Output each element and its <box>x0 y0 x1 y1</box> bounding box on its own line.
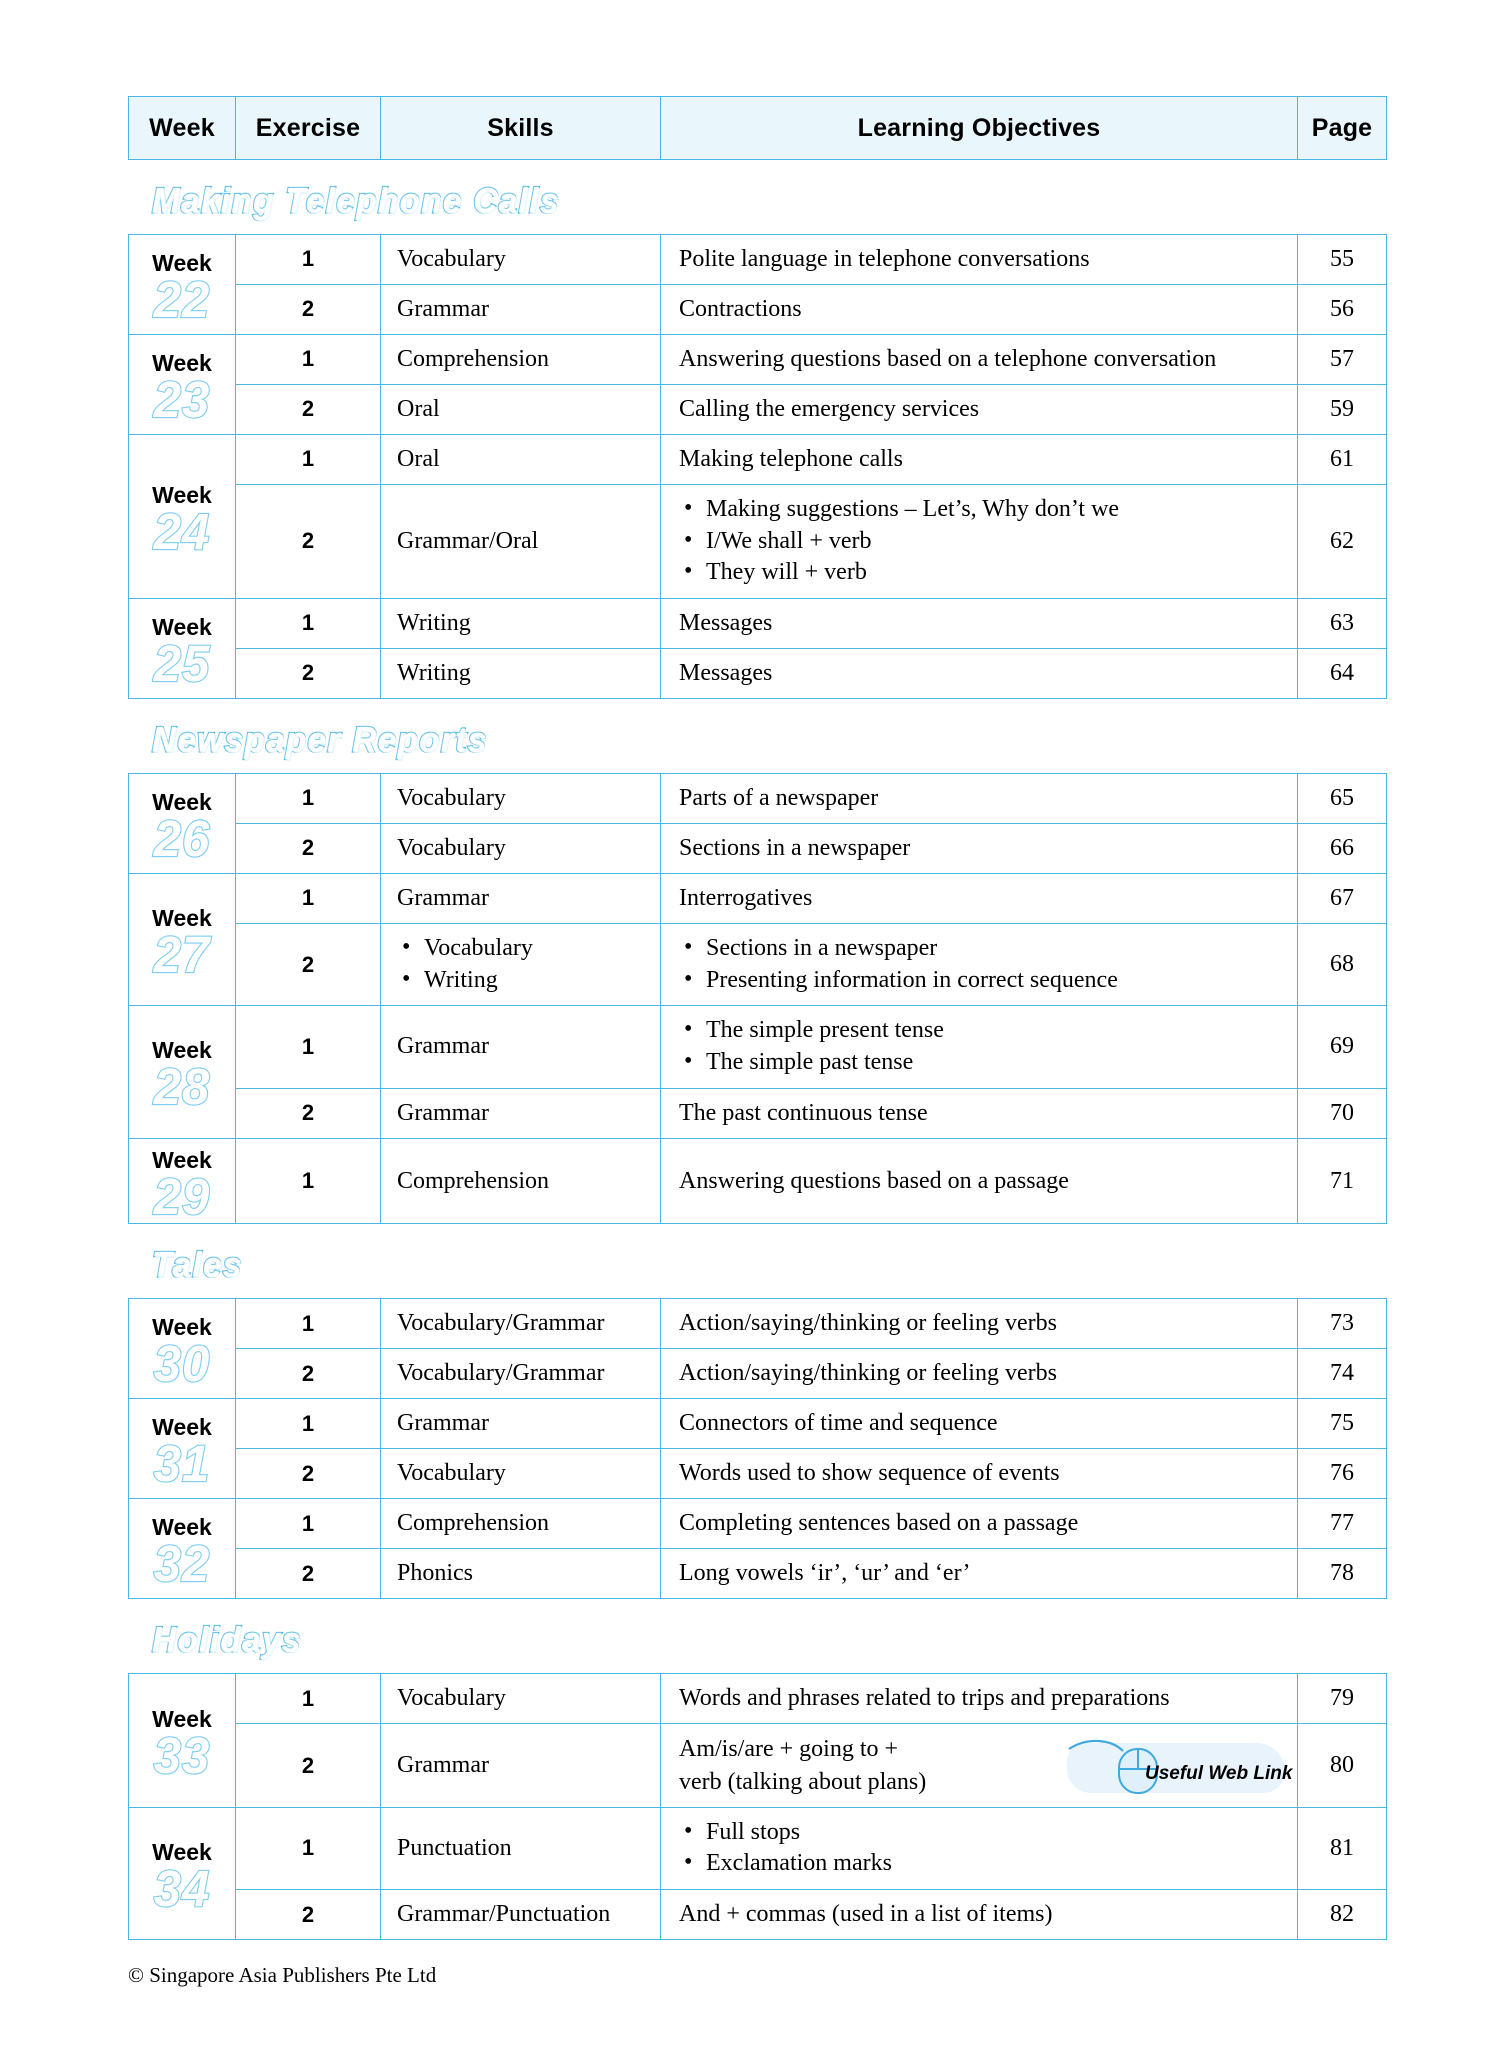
objectives-cell <box>661 1299 1298 1349</box>
exercise-cell: 2 <box>236 384 381 434</box>
week-cell <box>129 334 236 434</box>
exercise-cell: 1 <box>236 234 381 284</box>
cell-text: Comprehension <box>397 1510 549 1537</box>
table-row <box>129 1349 1387 1399</box>
section-table <box>128 773 1387 1225</box>
objectives-cell <box>661 823 1298 873</box>
week-cell <box>129 1674 236 1807</box>
week-number: 24 <box>153 503 211 561</box>
week-cell <box>129 1807 236 1939</box>
skills-cell <box>381 1138 661 1224</box>
skills-cell <box>381 434 661 484</box>
table-row <box>129 1724 1387 1807</box>
skills-cell <box>381 598 661 648</box>
week-number: 23 <box>153 371 211 429</box>
week-number: 32 <box>153 1536 211 1593</box>
objectives-cell <box>661 384 1298 434</box>
page-number-cell: 64 <box>1298 648 1387 698</box>
cell-text: Writing <box>397 659 471 686</box>
list-item: • The simple present tense <box>704 1015 1297 1047</box>
table-row <box>129 384 1387 434</box>
exercise-cell: 2 <box>236 1449 381 1499</box>
bullet-list <box>679 933 1297 996</box>
skills-cell <box>381 1449 661 1499</box>
exercise-cell: 2 <box>236 1088 381 1138</box>
exercise-cell: 1 <box>236 773 381 823</box>
objectives-cell <box>661 334 1298 384</box>
list-item: • Presenting information in correct sequence <box>704 965 1297 997</box>
cell-text: Calling the emergency services <box>679 395 980 422</box>
objectives-cell <box>661 1088 1298 1138</box>
exercise-cell: 2 <box>236 284 381 334</box>
objectives-cell <box>661 1549 1298 1599</box>
week-cell <box>129 1138 236 1224</box>
table-row <box>129 1674 1387 1724</box>
skills-cell <box>381 1674 661 1724</box>
table-row <box>129 1399 1387 1449</box>
page-number-cell: 61 <box>1298 434 1387 484</box>
column-header-page: Page <box>1298 97 1387 160</box>
cell-text: Grammar <box>397 884 489 911</box>
objectives-cell <box>661 648 1298 698</box>
table-row <box>129 1890 1387 1940</box>
week-label: Week <box>152 1838 212 1865</box>
skills-cell <box>381 284 661 334</box>
cell-text: Connectors of time and sequence <box>679 1410 998 1437</box>
section-table <box>128 1298 1387 1599</box>
week-label: Week <box>152 788 212 815</box>
cell-text: Vocabulary <box>397 784 506 811</box>
cell-text: Interrogatives <box>679 884 813 911</box>
skills-cell <box>381 1088 661 1138</box>
useful-web-link-badge[interactable] <box>1067 1733 1293 1799</box>
page-number-cell: 67 <box>1298 873 1387 923</box>
table-row <box>129 823 1387 873</box>
useful-web-link-label: Useful Web Link <box>1145 1762 1293 1784</box>
exercise-cell: 1 <box>236 334 381 384</box>
exercise-cell: 2 <box>236 484 381 598</box>
table-row <box>129 284 1387 334</box>
cell-text: Vocabulary <box>397 245 506 272</box>
table-row <box>129 923 1387 1005</box>
exercise-cell: 2 <box>236 1890 381 1940</box>
cell-text: Action/saying/thinking or feeling verbs <box>679 1360 1057 1387</box>
page-number-cell: 74 <box>1298 1349 1387 1399</box>
table-row <box>129 484 1387 598</box>
cell-text: Words and phrases related to trips and preparations <box>679 1685 1170 1712</box>
skills-cell <box>381 1399 661 1449</box>
exercise-cell: 2 <box>236 1349 381 1399</box>
column-header-skills: Skills <box>381 97 661 160</box>
week-number: 31 <box>153 1436 211 1493</box>
objectives-cell <box>661 598 1298 648</box>
week-cell <box>129 598 236 698</box>
skills-cell <box>381 1549 661 1599</box>
exercise-cell: 1 <box>236 434 381 484</box>
week-cell <box>129 234 236 334</box>
objectives-cell <box>661 484 1298 598</box>
sections-container <box>128 160 1372 1940</box>
week-cell <box>129 1299 236 1399</box>
section-3 <box>128 1599 1372 1673</box>
cell-text: Completing sentences based on a passage <box>679 1510 1079 1537</box>
cell-text: Grammar <box>397 295 489 322</box>
cell-text: Grammar <box>397 1410 489 1437</box>
week-number: 33 <box>153 1727 211 1785</box>
objectives-cell <box>661 284 1298 334</box>
page-number-cell: 55 <box>1298 234 1387 284</box>
week-label: Week <box>152 1314 212 1341</box>
objectives-cell <box>661 1674 1298 1724</box>
page-number-cell: 80 <box>1298 1724 1387 1807</box>
week-cell <box>129 1006 236 1138</box>
table-row <box>129 598 1387 648</box>
cell-text: Vocabulary <box>397 1460 506 1487</box>
bullet-list <box>397 933 660 996</box>
page-number-cell: 75 <box>1298 1399 1387 1449</box>
cell-text: Contractions <box>679 295 802 322</box>
list-item: • They will + verb <box>704 557 1297 589</box>
cell-text: Grammar <box>397 1752 489 1779</box>
week-number: 30 <box>153 1336 211 1393</box>
cell-text: Grammar/Oral <box>397 527 539 554</box>
exercise-cell: 2 <box>236 1724 381 1807</box>
week-cell <box>129 873 236 1005</box>
table-row <box>129 1549 1387 1599</box>
page-number-cell: 66 <box>1298 823 1387 873</box>
table-row <box>129 1499 1387 1549</box>
bullet-list <box>679 494 1297 589</box>
list-item: • The simple past tense <box>704 1047 1297 1079</box>
multiline-text: Am/is/are + going to + verb (talking about plans) <box>679 1736 927 1795</box>
section-0 <box>128 160 1372 234</box>
table-row <box>129 1006 1387 1088</box>
skills-cell <box>381 823 661 873</box>
objectives-cell <box>661 1399 1298 1449</box>
skills-cell <box>381 484 661 598</box>
objectives-cell <box>661 873 1298 923</box>
page-number-cell: 70 <box>1298 1088 1387 1138</box>
cell-text: Punctuation <box>397 1834 512 1861</box>
list-item: • I/We shall + verb <box>704 526 1297 558</box>
table-row <box>129 234 1387 284</box>
week-label: Week <box>152 249 212 276</box>
cell-text: Comprehension <box>397 1167 549 1194</box>
cell-text: Words used to show sequence of events <box>679 1460 1060 1487</box>
objectives-cell <box>661 1006 1298 1088</box>
page-number-cell: 62 <box>1298 484 1387 598</box>
objectives-cell <box>661 1724 1298 1807</box>
skills-cell <box>381 1807 661 1889</box>
page-number-cell: 56 <box>1298 284 1387 334</box>
week-number: 34 <box>153 1860 211 1918</box>
skills-cell <box>381 923 661 1005</box>
page-number-cell: 77 <box>1298 1499 1387 1549</box>
cell-text: Answering questions based on a telephone conversation <box>679 345 1217 372</box>
exercise-cell: 1 <box>236 598 381 648</box>
skills-cell <box>381 1299 661 1349</box>
objectives-cell <box>661 773 1298 823</box>
section-title: Holidays <box>152 1620 302 1660</box>
page-number-cell: 76 <box>1298 1449 1387 1499</box>
list-item: • Writing <box>422 965 660 997</box>
cell-text: Answering questions based on a passage <box>679 1167 1069 1194</box>
exercise-cell: 2 <box>236 823 381 873</box>
exercise-cell: 1 <box>236 1006 381 1088</box>
exercise-cell: 1 <box>236 1299 381 1349</box>
week-number: 29 <box>153 1168 211 1225</box>
exercise-cell: 1 <box>236 1674 381 1724</box>
cell-text: Writing <box>397 609 471 636</box>
cell-text: Vocabulary <box>397 1685 506 1712</box>
table-row <box>129 1449 1387 1499</box>
table-row <box>129 1807 1387 1889</box>
page-number-cell: 59 <box>1298 384 1387 434</box>
cell-text: The past continuous tense <box>679 1099 928 1126</box>
page-number-cell: 81 <box>1298 1807 1387 1889</box>
list-item: • Exclamation marks <box>704 1848 1297 1880</box>
exercise-cell: 1 <box>236 1399 381 1449</box>
cell-text: Vocabulary <box>397 834 506 861</box>
cell-text: Phonics <box>397 1560 474 1587</box>
skills-cell <box>381 1006 661 1088</box>
cell-text: Vocabulary/Grammar <box>397 1360 605 1387</box>
list-item: • Full stops <box>704 1817 1297 1849</box>
skills-cell <box>381 648 661 698</box>
week-label: Week <box>152 349 212 376</box>
skills-cell <box>381 334 661 384</box>
objectives-cell <box>661 923 1298 1005</box>
cell-text: Parts of a newspaper <box>679 784 879 811</box>
objectives-cell <box>661 1499 1298 1549</box>
section-title: Tales <box>152 1245 243 1285</box>
bullet-list <box>679 1015 1297 1078</box>
cell-text: Messages <box>679 659 773 686</box>
copyright-footer: © Singapore Asia Publishers Pte Ltd <box>128 1963 437 1987</box>
skills-cell <box>381 1499 661 1549</box>
table-row <box>129 648 1387 698</box>
page-number-cell: 69 <box>1298 1006 1387 1088</box>
week-label: Week <box>152 1414 212 1441</box>
skills-cell <box>381 773 661 823</box>
exercise-cell: 2 <box>236 923 381 1005</box>
week-label: Week <box>152 1037 212 1064</box>
page-number-cell: 65 <box>1298 773 1387 823</box>
cell-text: Grammar <box>397 1099 489 1126</box>
objectives-cell <box>661 1807 1298 1889</box>
exercise-cell: 1 <box>236 873 381 923</box>
week-number: 26 <box>153 810 211 868</box>
cell-text: Comprehension <box>397 345 549 372</box>
week-cell <box>129 434 236 598</box>
cell-text: And + commas (used in a list of items) <box>679 1901 1053 1928</box>
cell-text: Polite language in telephone conversations <box>679 245 1090 272</box>
skills-cell <box>381 384 661 434</box>
skills-cell <box>381 234 661 284</box>
skills-cell <box>381 873 661 923</box>
week-label: Week <box>152 905 212 932</box>
cell-text: Oral <box>397 395 440 422</box>
cell-text: Sections in a newspaper <box>679 834 911 861</box>
cell-text: Grammar/Punctuation <box>397 1901 611 1928</box>
cell-text: Vocabulary/Grammar <box>397 1310 605 1337</box>
skills-cell <box>381 1349 661 1399</box>
column-header-objectives: Learning Objectives <box>661 97 1298 160</box>
cell-text: Making telephone calls <box>679 445 903 472</box>
exercise-cell: 1 <box>236 1138 381 1224</box>
table-header <box>128 96 1387 160</box>
week-number: 28 <box>153 1059 211 1116</box>
list-item: • Sections in a newspaper <box>704 933 1297 965</box>
bullet-list <box>679 1817 1297 1880</box>
header-row <box>129 97 1387 160</box>
week-cell <box>129 1399 236 1499</box>
column-header-exercise: Exercise <box>236 97 381 160</box>
week-cell <box>129 773 236 873</box>
exercise-cell: 1 <box>236 1807 381 1889</box>
page-number-cell: 78 <box>1298 1549 1387 1599</box>
cell-text: Oral <box>397 445 440 472</box>
page-number-cell: 57 <box>1298 334 1387 384</box>
page-number-cell: 79 <box>1298 1674 1387 1724</box>
table-row <box>129 873 1387 923</box>
week-number: 25 <box>153 635 211 693</box>
week-number: 27 <box>153 926 211 984</box>
page-number-cell: 73 <box>1298 1299 1387 1349</box>
cell-text: Grammar <box>397 1033 489 1060</box>
objectives-cell <box>661 1349 1298 1399</box>
column-header-week: Week <box>129 97 236 160</box>
week-number: 22 <box>153 271 211 329</box>
table-row <box>129 1299 1387 1349</box>
week-label: Week <box>152 1514 212 1541</box>
cell-text: Action/saying/thinking or feeling verbs <box>679 1310 1057 1337</box>
objectives-cell <box>661 1138 1298 1224</box>
table-row <box>129 1088 1387 1138</box>
section-table <box>128 1673 1387 1940</box>
week-label: Week <box>152 614 212 640</box>
section-2 <box>128 1224 1372 1298</box>
list-item: • Making suggestions – Let’s, Why don’t we <box>704 494 1297 526</box>
skills-cell <box>381 1890 661 1940</box>
exercise-cell: 2 <box>236 648 381 698</box>
section-title: Newspaper Reports <box>152 719 488 760</box>
section-table <box>128 234 1387 699</box>
section-1 <box>128 699 1372 773</box>
week-label: Week <box>152 1706 212 1733</box>
exercise-cell: 1 <box>236 1499 381 1549</box>
cell-text: Messages <box>679 609 773 636</box>
page-number-cell: 71 <box>1298 1138 1387 1224</box>
table-row <box>129 1138 1387 1224</box>
table-row <box>129 334 1387 384</box>
week-cell <box>129 1499 236 1599</box>
exercise-cell: 2 <box>236 1549 381 1599</box>
page-number-cell: 82 <box>1298 1890 1387 1940</box>
skills-cell <box>381 1724 661 1807</box>
objectives-cell <box>661 1449 1298 1499</box>
objectives-cell <box>661 434 1298 484</box>
week-label: Week <box>152 1146 212 1173</box>
cell-text: Long vowels ‘ir’, ‘ur’ and ‘er’ <box>679 1560 971 1587</box>
objectives-cell <box>661 1890 1298 1940</box>
section-title: Making Telephone Calls <box>152 180 560 221</box>
table-row <box>129 434 1387 484</box>
table-row <box>129 773 1387 823</box>
page-number-cell: 68 <box>1298 923 1387 1005</box>
list-item: • Vocabulary <box>422 933 660 965</box>
objectives-cell <box>661 234 1298 284</box>
week-label: Week <box>152 481 212 508</box>
page-number-cell: 63 <box>1298 598 1387 648</box>
